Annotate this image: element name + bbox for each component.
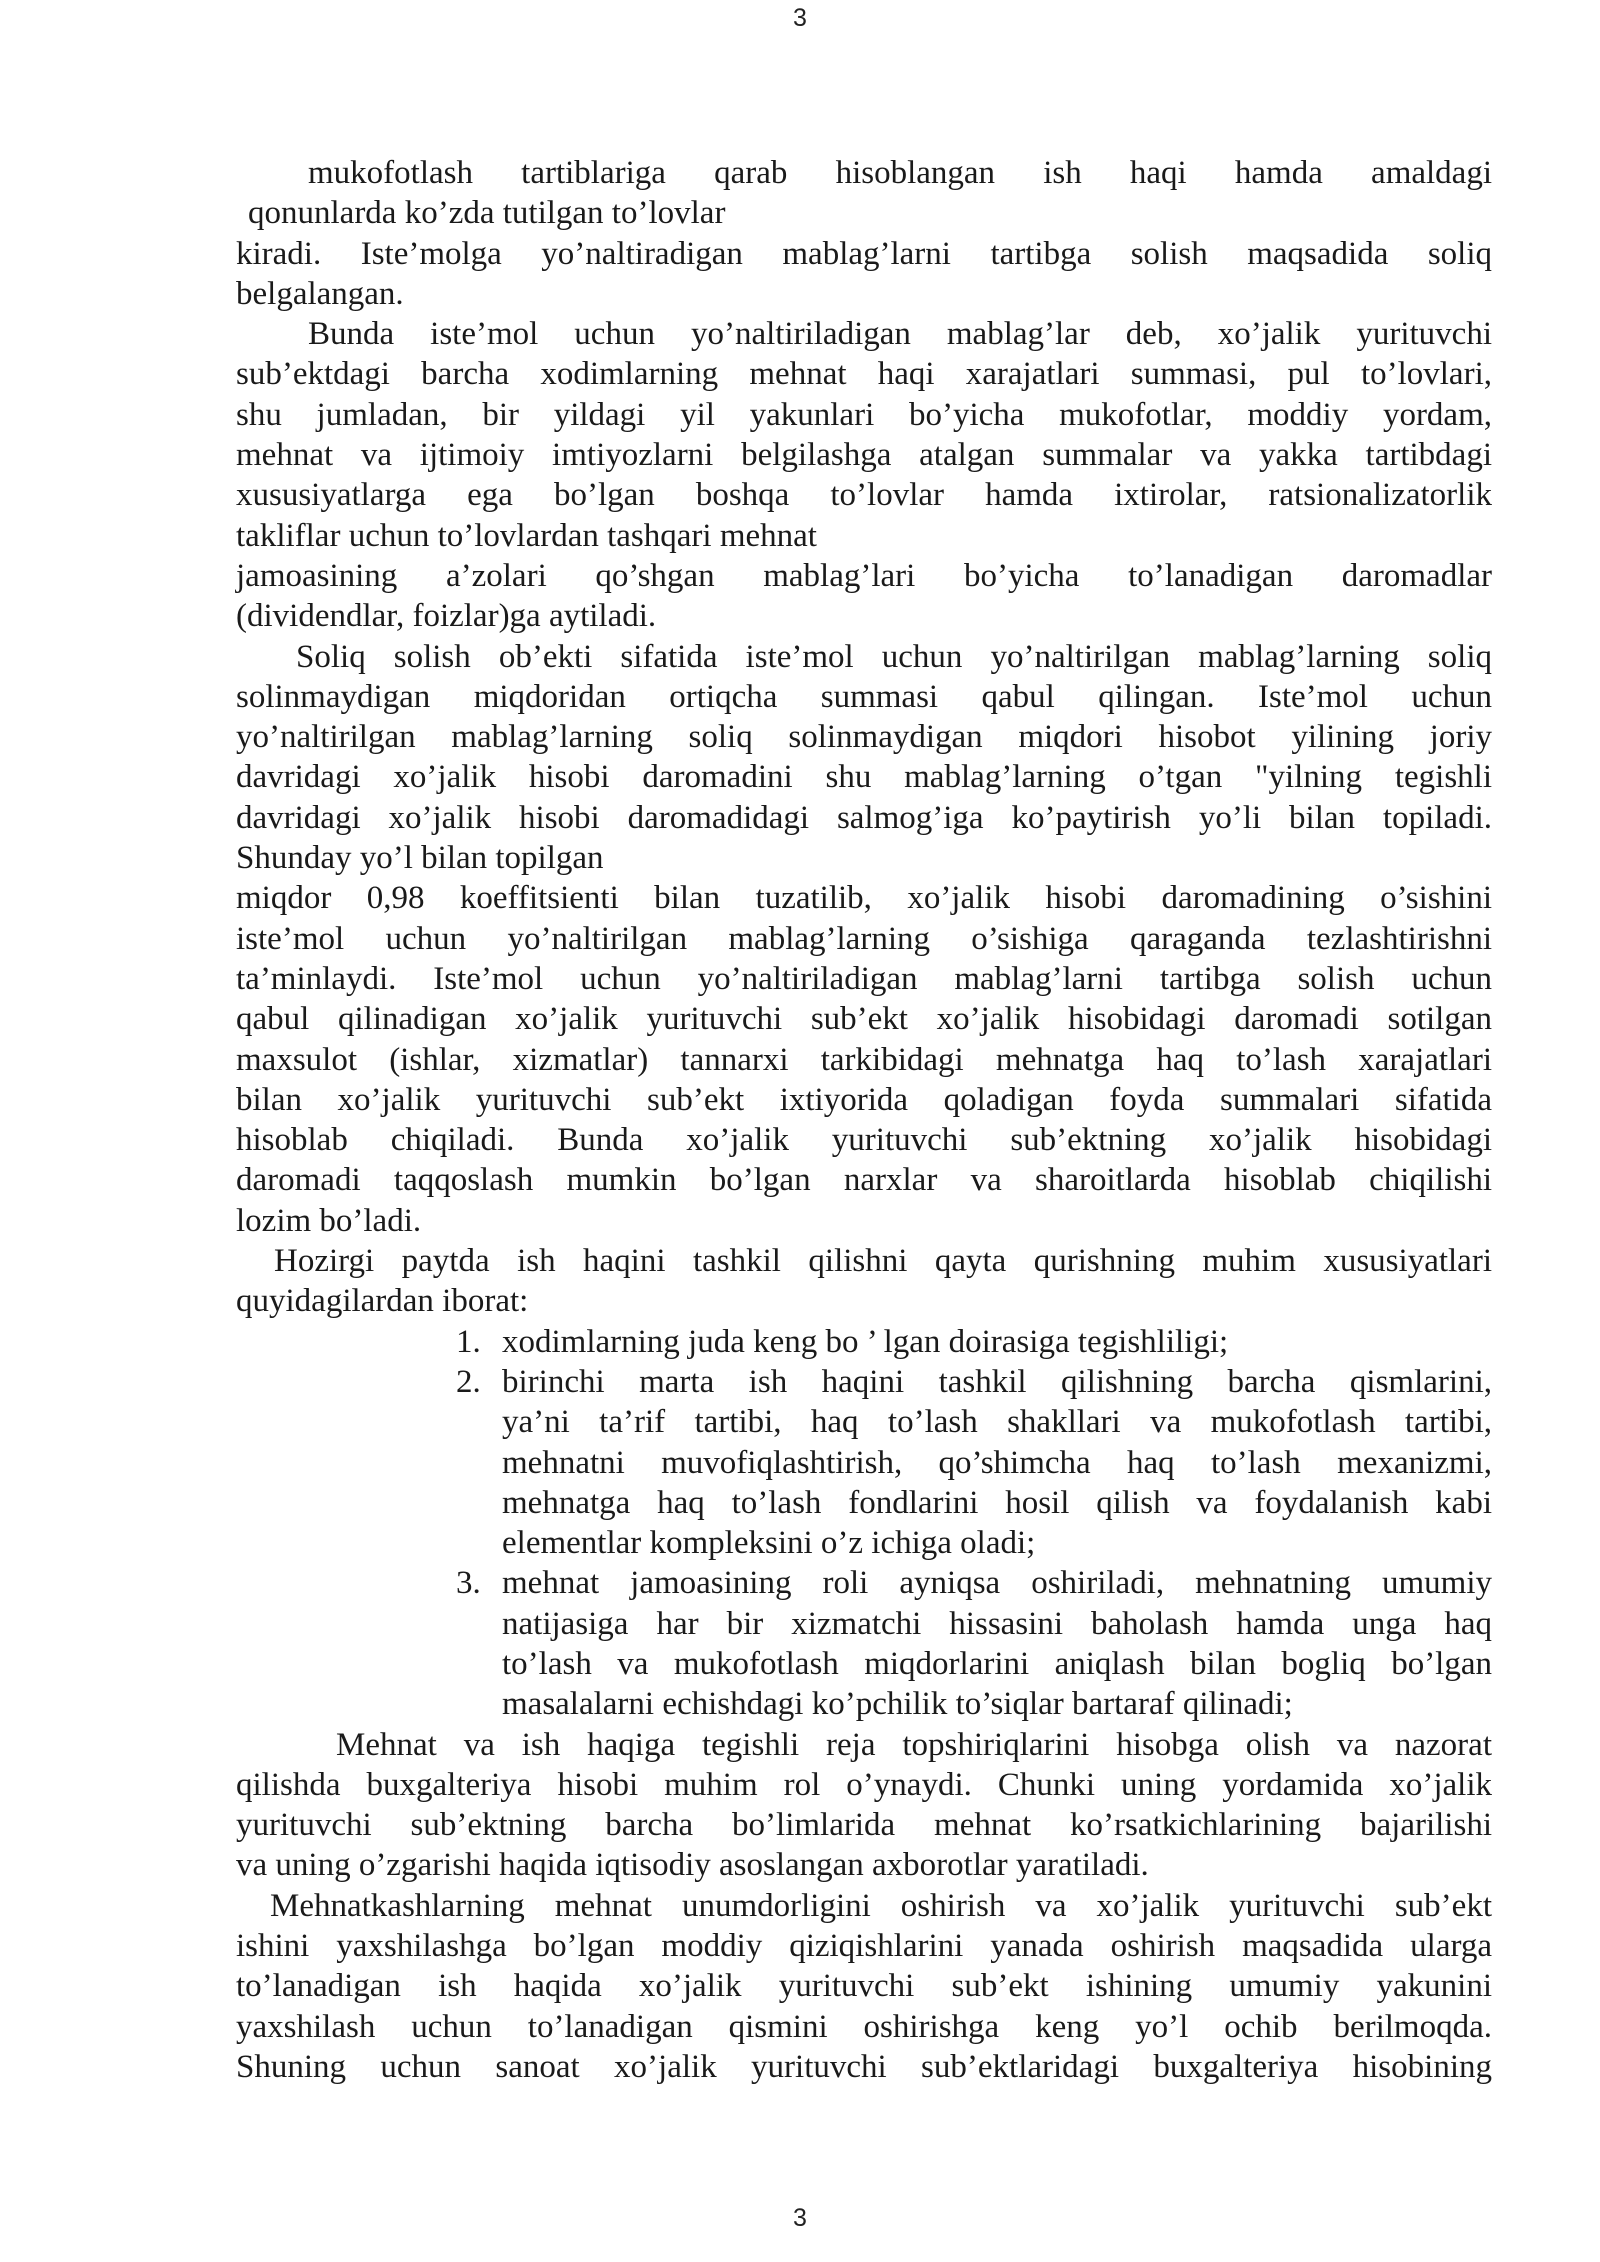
- text-line: bilan xo’jalik yurituvchi sub’ekt ixtiyorida qoladigan foyda summalari sifatida: [236, 1081, 1492, 1118]
- text-line: Shuning uchun sanoat xo’jalik yurituvchi sub’ektlaridagi buxgalteriya hisobining: [236, 2048, 1492, 2085]
- text-line: yo’naltirilgan mablag’larning soliq solinmaydigan miqdori hisobot yilining joriy: [236, 719, 1492, 756]
- text-line: Soliq solish ob’ekti sifatida iste’mol uchun yo’naltirilgan mablag’larning soliq: [296, 638, 1492, 675]
- page-number-bottom: 3: [793, 2204, 807, 2232]
- text-line: davridagi xo’jalik hisobi daromadidagi salmog’iga ko’paytirish yo’li bilan topiladi.: [236, 799, 1492, 836]
- text-line: masalalarni echishdagi ko’pchilik to’siqlar bartaraf qilinadi;: [502, 1686, 1293, 1723]
- text-line: mehnat jamoasining roli ayniqsa oshiriladi, mehnatning umumiy: [502, 1565, 1492, 1602]
- text-line: yaxshilash uchun to’lanadigan qismini oshirishga keng yo’l ochib berilmoqda.: [236, 2008, 1492, 2045]
- list-item: [456, 1322, 1492, 1362]
- text-line: Bunda iste’mol uchun yo’naltiriladigan mablag’lar deb, xo’jalik yurituvchi: [308, 316, 1492, 353]
- text-line: maxsulot (ishlar, xizmatlar) tannarxi tarkibidagi mehnatga haq to’lash xarajatlari: [236, 1041, 1492, 1078]
- text-line: elementlar kompleksini o’z ichiga oladi;: [502, 1525, 1036, 1562]
- text-line: takliflar uchun to’lovlardan tashqari mehnat: [236, 517, 817, 554]
- text-line: sub’ektdagi barcha xodimlarning mehnat haqi xarajatlari summasi, pul to’lovlari,: [236, 356, 1492, 393]
- text-line: to’lash va mukofotlash miqdorlarini aniqlash bilan bogliq bo’lgan: [502, 1645, 1492, 1682]
- text-line: ta’minlaydi. Iste’mol uchun yo’naltiriladigan mablag’larni tartibga solish uchun: [236, 960, 1492, 997]
- text-line: qabul qilinadigan xo’jalik yurituvchi sub’ekt xo’jalik hisobidagi daromadi sotilgan: [236, 1001, 1492, 1038]
- document-body: [236, 153, 1492, 2087]
- text-line: Hozirgi paytda ish haqini tashkil qilishni qayta qurishning muhim xususiyatlari: [274, 1243, 1492, 1280]
- text-line: iste’mol uchun yo’naltirilgan mablag’larning o’sishiga qaraganda tezlashtirishni: [236, 920, 1492, 957]
- text-line: qilishda buxgalteriya hisobi muhim rol o’ynaydi. Chunki uning yordamida xo’jalik: [236, 1766, 1492, 1803]
- text-line: va uning o’zgarishi haqida iqtisodiy asoslangan axborotlar yaratiladi.: [236, 1847, 1149, 1884]
- text-line: ya’ni ta’rif tartibi, haq to’lash shakllari va mukofotlash tartibi,: [502, 1404, 1492, 1441]
- text-line: kiradi. Iste’molga yo’naltiradigan mablag’larni tartibga solish maqsadida soliq: [236, 235, 1492, 272]
- paragraph-5: [236, 1725, 1492, 1886]
- text-line: xususiyatlarga ega bo’lgan boshqa to’lovlar hamda ixtirolar, ratsionalizatorlik: [236, 477, 1492, 514]
- list-item-number: 2.: [456, 1363, 481, 1400]
- paragraph-2: [236, 314, 1492, 636]
- paragraph-3: [236, 637, 1492, 1241]
- text-line: lozim bo’ladi.: [236, 1202, 422, 1239]
- text-line: davridagi xo’jalik hisobi daromadini shu mablag’larning o’tgan "yilning tegishli: [236, 759, 1492, 796]
- text-line: qonunlarda ko’zda tutilgan to’lovlar: [248, 195, 726, 232]
- list-item-number: 1.: [456, 1323, 481, 1360]
- text-line: xodimlarning juda keng bo ’ lgan doirasiga tegishliligi;: [502, 1323, 1229, 1360]
- paragraph-6: [236, 1886, 1492, 2087]
- text-line: solinmaydigan miqdoridan ortiqcha summasi qabul qilingan. Iste’mol uchun: [236, 678, 1492, 715]
- text-line: daromadi taqqoslash mumkin bo’lgan narxlar va sharoitlarda hisoblab chiqilishi: [236, 1162, 1492, 1199]
- text-line: jamoasining a’zolari qo’shgan mablag’lari bo’yicha to’lanadigan daromadlar: [236, 557, 1492, 594]
- paragraph-1: [236, 153, 1492, 314]
- list-item-number: 3.: [456, 1565, 481, 1602]
- paragraph-4: [236, 1241, 1492, 1322]
- text-line: natijasiga har bir xizmatchi hissasini baholash hamda unga haq: [502, 1605, 1492, 1642]
- text-line: mukofotlash tartiblariga qarab hisoblangan ish haqi hamda amaldagi: [308, 155, 1492, 191]
- text-line: shu jumladan, bir yildagi yil yakunlari bo’yicha mukofotlar, moddiy yordam,: [236, 396, 1492, 433]
- text-line: Shunday yo’l bilan topilgan: [236, 840, 604, 877]
- text-line: mehnat va ijtimoiy imtiyozlarni belgilashga atalgan summalar va yakka tartibdagi: [236, 437, 1492, 474]
- text-line: Mehnat va ish haqiga tegishli reja topshiriqlarini hisobga olish va nazorat: [336, 1726, 1492, 1763]
- text-line: (dividendlar, foizlar)ga aytiladi.: [236, 598, 657, 635]
- text-line: mehnatga haq to’lash fondlarini hosil qilish va foydalanish kabi: [502, 1484, 1492, 1521]
- numbered-list: [456, 1322, 1492, 1725]
- list-item: [456, 1362, 1492, 1563]
- text-line: yurituvchi sub’ektning barcha bo’limlarida mehnat ko’rsatkichlarining bajarilishi: [236, 1807, 1492, 1844]
- list-item: [456, 1563, 1492, 1724]
- text-line: miqdor 0,98 koeffitsienti bilan tuzatilib, xo’jalik hisobi daromadining o’sishini: [236, 880, 1492, 917]
- text-line: hisoblab chiqiladi. Bunda xo’jalik yurituvchi sub’ektning xo’jalik hisobidagi: [236, 1122, 1492, 1159]
- page-number-top: 3: [793, 4, 807, 32]
- text-line: birinchi marta ish haqini tashkil qilishning barcha qismlarini,: [502, 1363, 1492, 1400]
- text-line: ishini yaxshilashga bo’lgan moddiy qiziqishlarini yanada oshirish maqsadida ularga: [236, 1928, 1492, 1965]
- text-line: belgalangan.: [236, 275, 404, 312]
- text-line: mehnatni muvofiqlashtirish, qo’shimcha haq to’lash mexanizmi,: [502, 1444, 1492, 1481]
- text-line: to’lanadigan ish haqida xo’jalik yurituvchi sub’ekt ishining umumiy yakunini: [236, 1968, 1492, 2005]
- text-line: quyidagilardan iborat:: [236, 1283, 529, 1320]
- text-line: Mehnatkashlarning mehnat unumdorligini oshirish va xo’jalik yurituvchi sub’ekt: [270, 1887, 1492, 1924]
